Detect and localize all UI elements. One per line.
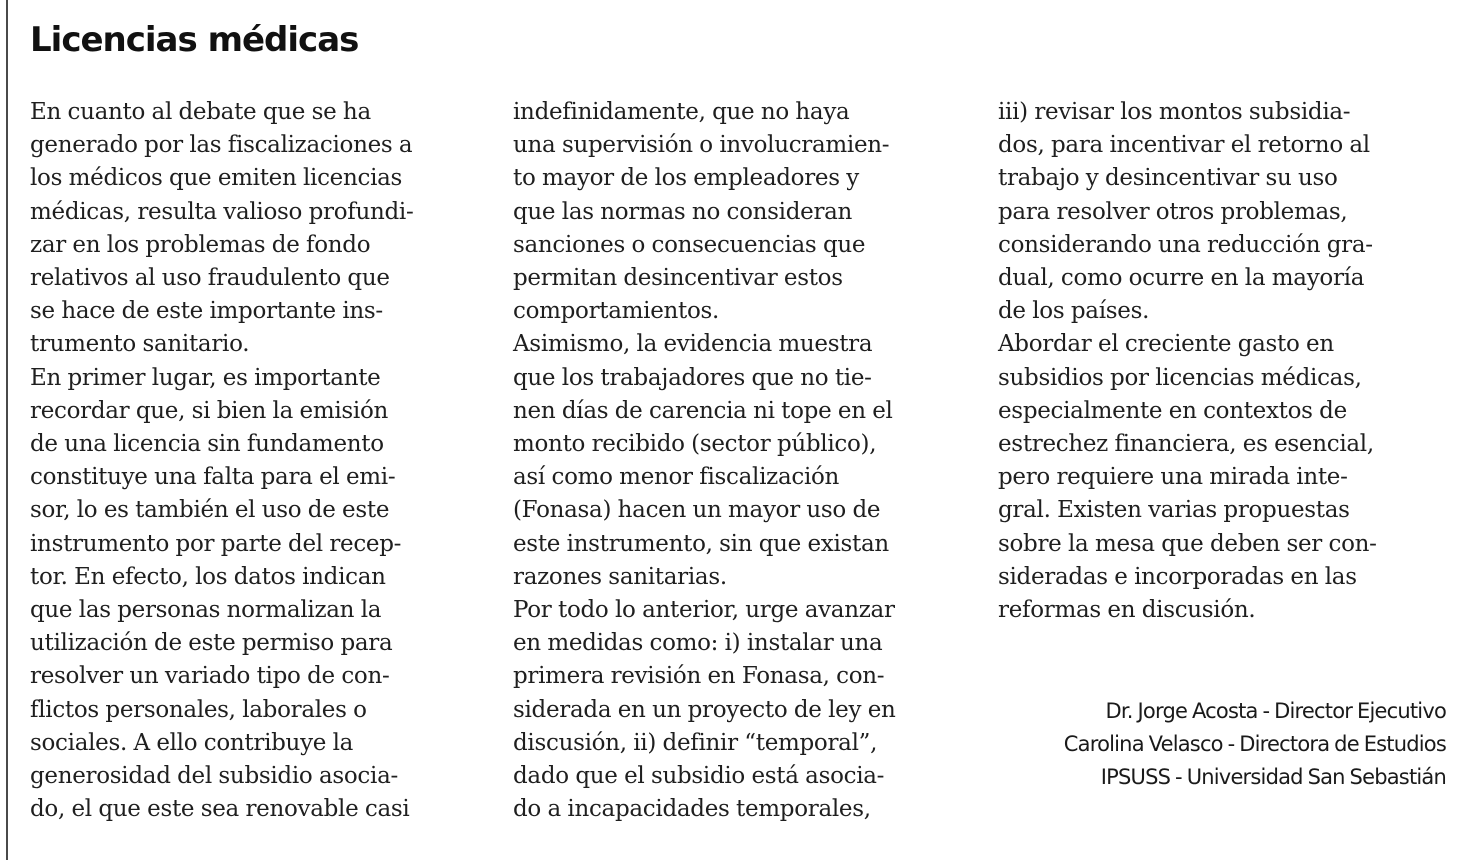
left-column-rule (6, 0, 8, 860)
paragraph: indefinidamente, que no haya una supervisión o involucramien- to mayor de los empleadores y que las normas no consideran sanciones o consecuencias que permitan desincentivar estos comportamientos. (513, 99, 890, 325)
paragraph: Por todo lo anterior, urge avanzar en medidas como: i) instalar una primera revisión en Fonasa, con- siderada en un proyecto de ley en discusión, ii) definir “temporal”, dado que el subsidio está asocia- do a incapacidades temporales, (513, 597, 896, 823)
paragraph: En primer lugar, es importante recordar que, si bien la emisión de una licencia sin fundamento constituye una falta para el emi- sor, lo es también el uso de este instrumento por parte del recep- tor. En efecto, los datos indican que las personas normalizan la utilización de este permiso para resolver un variado tipo de con- flictos personales, laborales o sociales. A ello contribuye la generosidad del subsidio asocia- do, el que este sea renovable casi (30, 364, 410, 823)
text-column-3 (998, 96, 1468, 627)
article-title: Licencias médicas (30, 20, 359, 60)
paragraph: iii) revisar los montos subsidia- dos, para incentivar el retorno al trabajo y desincentivar su uso para resolver otros problemas, considerando una reducción gra- dual, como ocurre en la mayoría de los países. (998, 99, 1373, 325)
paragraph: Asimismo, la evidencia muestra que los trabajadores que no tie- nen días de carencia ni tope en el monto recibido (sector público), así como menor fiscalización (Fonasa) hacen un mayor uso de este instrumento, sin que existan razones sanitarias. (513, 331, 893, 590)
text-column-1 (30, 96, 500, 826)
paragraph: Abordar el creciente gasto en subsidios por licencias médicas, especialmente en contextos de estrechez financiera, es esencial, pero requiere una mirada inte- gral. Existen varias propuestas sobre la mesa que deben ser con- sideradas e incorporadas en las reformas en discusión. (998, 331, 1377, 624)
text-column-2 (513, 96, 983, 826)
signature-line: Dr. Jorge Acosta - Director Ejecutivo (1105, 699, 1446, 723)
signature-line: Carolina Velasco - Directora de Estudios (1063, 732, 1446, 756)
author-signature (1064, 695, 1446, 794)
signature-line: IPSUSS - Universidad San Sebastián (1100, 765, 1446, 789)
paragraph: En cuanto al debate que se ha generado por las fiscalizaciones a los médicos que emiten licencias médicas, resulta valioso profundi- zar en los problemas de fondo relativos al uso fraudulento que se hace de este importante ins- trumento sanitario. (30, 99, 414, 358)
